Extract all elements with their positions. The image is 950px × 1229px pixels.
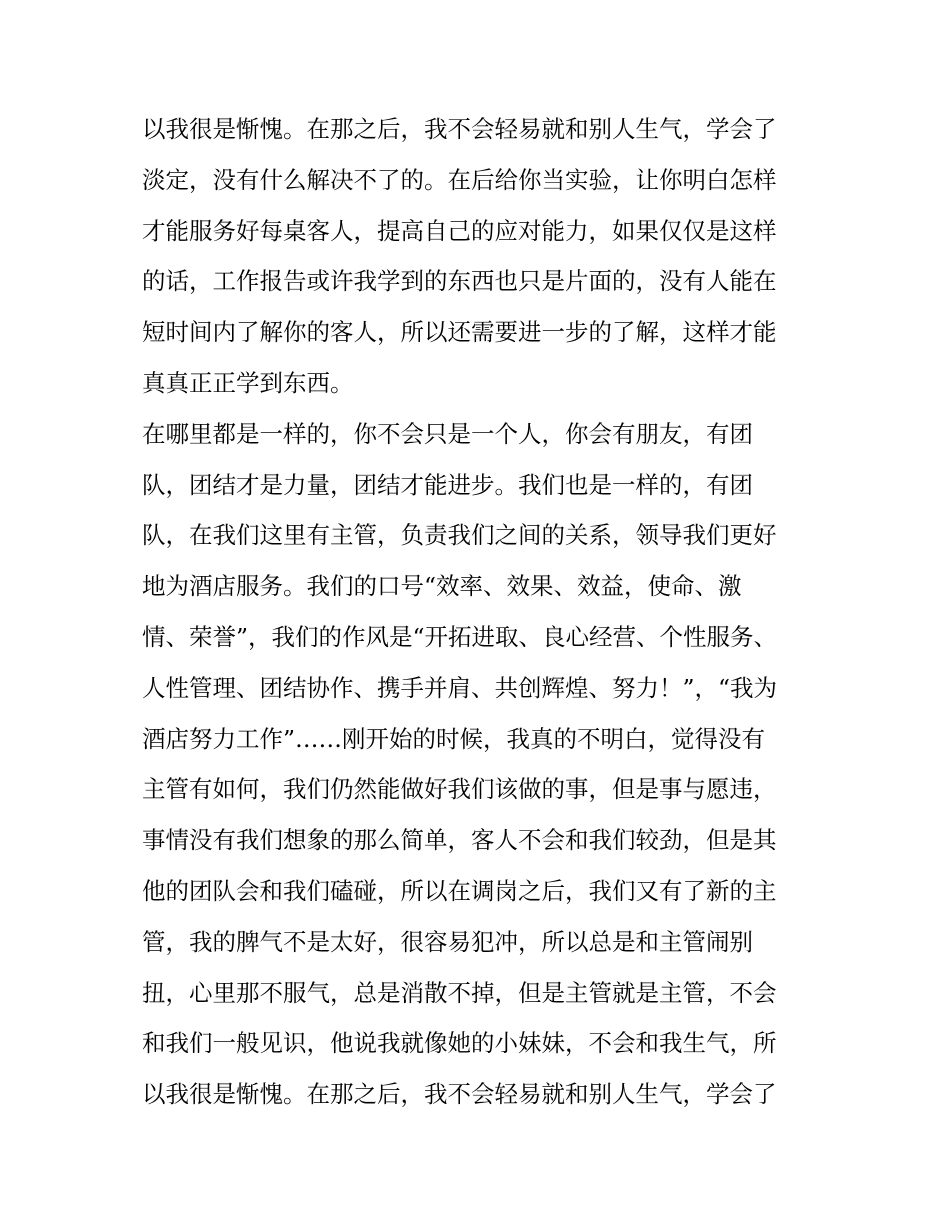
- text-line: 扭，心里那不服气，总是消散不掉，但是主管就是主管，不会: [142, 978, 777, 1007]
- text-line: 事情没有我们想象的那么简单，客人不会和我们较劲，但是其: [142, 826, 777, 855]
- text-line: 酒店努力工作”……刚开始的时候，我真的不明白，觉得没有: [142, 724, 766, 753]
- body-text: [142, 104, 822, 1120]
- text-line: 的话，工作报告或许我学到的东西也只是片面的，没有人能在: [142, 267, 777, 296]
- text-line: 在哪里都是一样的，你不会只是一个人，你会有朋友，有团: [142, 419, 753, 448]
- text-line: 队，在我们这里有主管，负责我们之间的关系，领导我们更好: [142, 521, 777, 550]
- text-line: 才能服务好每桌客人，提高自己的应对能力，如果仅仅是这样: [142, 216, 777, 245]
- text-line: 以我很是惭愧。在那之后，我不会轻易就和别人生气，学会了: [142, 115, 777, 143]
- text-line: 管，我的脾气不是太好，很容易犯冲，所以总是和主管闹别: [142, 927, 753, 956]
- text-line: 以我很是惭愧。在那之后，我不会轻易就和别人生气，学会了: [142, 1080, 777, 1109]
- text-line: 队，团结才是力量，团结才能进步。我们也是一样的，有团: [142, 470, 753, 499]
- text-line: 情、荣誉”，我们的作风是“开拓进取、良心经营、个性服务、: [142, 622, 778, 651]
- text-line: 和我们一般见识，他说我就像她的小妹妹，不会和我生气，所: [142, 1029, 777, 1058]
- text-line: 地为酒店服务。我们的口号“效率、效果、效益，使命、激: [142, 572, 742, 601]
- text-line: 主管有如何，我们仍然能做好我们该做的事，但是事与愿违，: [142, 775, 777, 804]
- text-line: 短时间内了解你的客人，所以还需要进一步的了解，这样才能: [142, 318, 777, 347]
- text-line: 人性管理、团结协作、携手并肩、共创辉煌、努力！”，“我为: [142, 673, 778, 702]
- text-line: 他的团队会和我们磕碰，所以在调岗之后，我们又有了新的主: [142, 876, 777, 905]
- text-line: 真真正正学到东西。: [142, 368, 354, 397]
- text-line: 淡定，没有什么解决不了的。在后给你当实验，让你明白怎样: [142, 165, 777, 194]
